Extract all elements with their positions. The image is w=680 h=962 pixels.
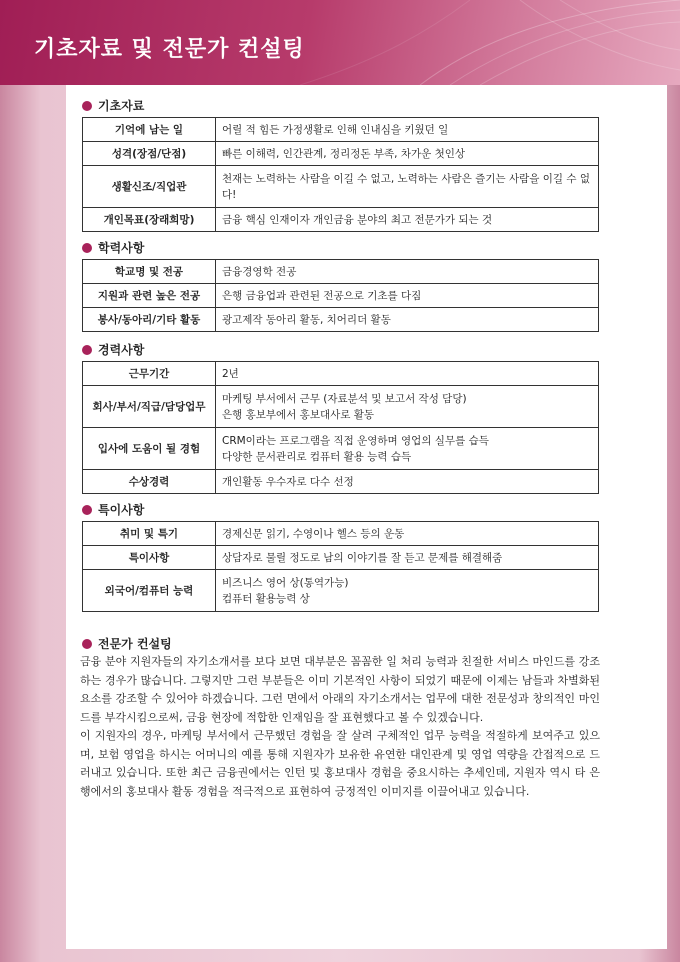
table-row [83, 386, 599, 428]
section-title: 특이사항 [98, 503, 145, 517]
row-label: 성격(장점/단점) [83, 142, 216, 166]
table-row [83, 522, 599, 546]
row-value: 개인활동 우수자로 다수 선정 [216, 470, 599, 494]
section-heading-consulting [82, 635, 172, 652]
section-heading-education [82, 239, 144, 256]
table-row [83, 166, 599, 208]
section-title: 기초자료 [98, 99, 145, 113]
row-label: 지원과 관련 높은 전공 [83, 284, 216, 308]
row-label: 외국어/컴퓨터 능력 [83, 570, 216, 612]
section-title: 전문가 컨설팅 [98, 637, 172, 651]
section-title: 경력사항 [98, 343, 145, 357]
consulting-paragraph: 금융 분야 지원자들의 자기소개서를 보다 보면 대부분은 꼼꼼한 일 처리 능력과 친절한 서비스 마인드를 강조하는 경우가 많습니다. 그렇지만 그런 부분들은 이미 기본적인 사항이 되었기 때문에 이제는 남들과 차별화된 요소를 강조할 수 있어야 하겠습니다. 그런 면에서 아래의 자기소개서는 업무에 대한 전문성과 창의적인 마인드를 부각시킴으로써, 금융 현장에 적합한 인재임을 잘 표현했다고 볼 수 있겠습니다. [80, 655, 600, 724]
basic-info-table [82, 117, 599, 232]
row-value: CRM이라는 프로그램을 직접 운영하며 영업의 실무를 습득 다양한 문서관리로 컴퓨터 활용 능력 습득 [216, 428, 599, 470]
table-row [83, 260, 599, 284]
table-row [83, 546, 599, 570]
row-value: 은행 금융업과 관련된 전공으로 기초를 다짐 [216, 284, 599, 308]
row-label: 봉사/동아리/기타 활동 [83, 308, 216, 332]
row-value: 어릴 적 힘든 가정생활로 인해 인내심을 키웠던 일 [216, 118, 599, 142]
table-row [83, 284, 599, 308]
row-label: 근무기간 [83, 362, 216, 386]
section-heading-career [82, 341, 144, 358]
row-value: 금융 핵심 인재이자 개인금융 분야의 최고 전문가가 되는 것 [216, 208, 599, 232]
section-heading-special [82, 501, 144, 518]
row-value: 광고제작 동아리 활동, 치어리더 활동 [216, 308, 599, 332]
row-label: 기억에 남는 일 [83, 118, 216, 142]
row-value: 천재는 노력하는 사람을 이길 수 없고, 노력하는 사람은 즐기는 사람을 이길 수 없다! [216, 166, 599, 208]
row-label: 특이사항 [83, 546, 216, 570]
table-row [83, 208, 599, 232]
row-label: 학교명 및 전공 [83, 260, 216, 284]
row-value: 경제신문 읽기, 수영이나 헬스 등의 운동 [216, 522, 599, 546]
bullet-icon [82, 101, 92, 111]
bullet-icon [82, 639, 92, 649]
section-heading-basic [82, 97, 144, 114]
bullet-icon [82, 505, 92, 515]
table-row [83, 118, 599, 142]
section-title: 학력사항 [98, 241, 145, 255]
table-row [83, 308, 599, 332]
row-label: 수상경력 [83, 470, 216, 494]
row-label: 개인목표(장래희망) [83, 208, 216, 232]
row-value: 금융경영학 전공 [216, 260, 599, 284]
row-value: 빠른 이해력, 인간관계, 정리정돈 부족, 차가운 첫인상 [216, 142, 599, 166]
row-label: 회사/부서/직급/담당업무 [83, 386, 216, 428]
table-row [83, 362, 599, 386]
education-table [82, 259, 599, 332]
document-page [66, 85, 667, 949]
table-row [83, 570, 599, 612]
career-table [82, 361, 599, 494]
special-table [82, 521, 599, 612]
row-label: 생활신조/직업관 [83, 166, 216, 208]
row-value: 마케팅 부서에서 근무 (자료분석 및 보고서 작성 담당) 은행 홍보부에서 홍보대사로 활동 [216, 386, 599, 428]
row-label: 입사에 도움이 될 경험 [83, 428, 216, 470]
row-value: 2년 [216, 362, 599, 386]
row-value: 비즈니스 영어 상(통역가능) 컴퓨터 활용능력 상 [216, 570, 599, 612]
page-title: 기초자료 및 전문가 컨설팅 [34, 37, 305, 62]
table-row [83, 470, 599, 494]
bullet-icon [82, 345, 92, 355]
row-label: 취미 및 특기 [83, 522, 216, 546]
page-header [0, 0, 680, 85]
table-row [83, 428, 599, 470]
row-value: 상담자로 물릴 정도로 남의 이야기를 잘 듣고 문제를 해결해줌 [216, 546, 599, 570]
consulting-text [80, 653, 600, 801]
table-row [83, 142, 599, 166]
consulting-paragraph: 이 지원자의 경우, 마케팅 부서에서 근무했던 경험을 잘 살려 구체적인 업무 능력을 적절하게 보여주고 있으며, 보험 영업을 하시는 어머니의 예를 통해 지원자가 보유한 유연한 대인관계 및 영업 역량을 간접적으로 드러내고 있습니다. 또한 최근 금융권에서는 인턴 및 홍보대사 경험을 중요시하는 추세인데, 지원자 역시 타 은행에서의 홍보대사 활동 경험을 적극적으로 표현하여 긍정적인 이미지를 이끌어내고 있습니다. [80, 729, 600, 798]
bullet-icon [82, 243, 92, 253]
